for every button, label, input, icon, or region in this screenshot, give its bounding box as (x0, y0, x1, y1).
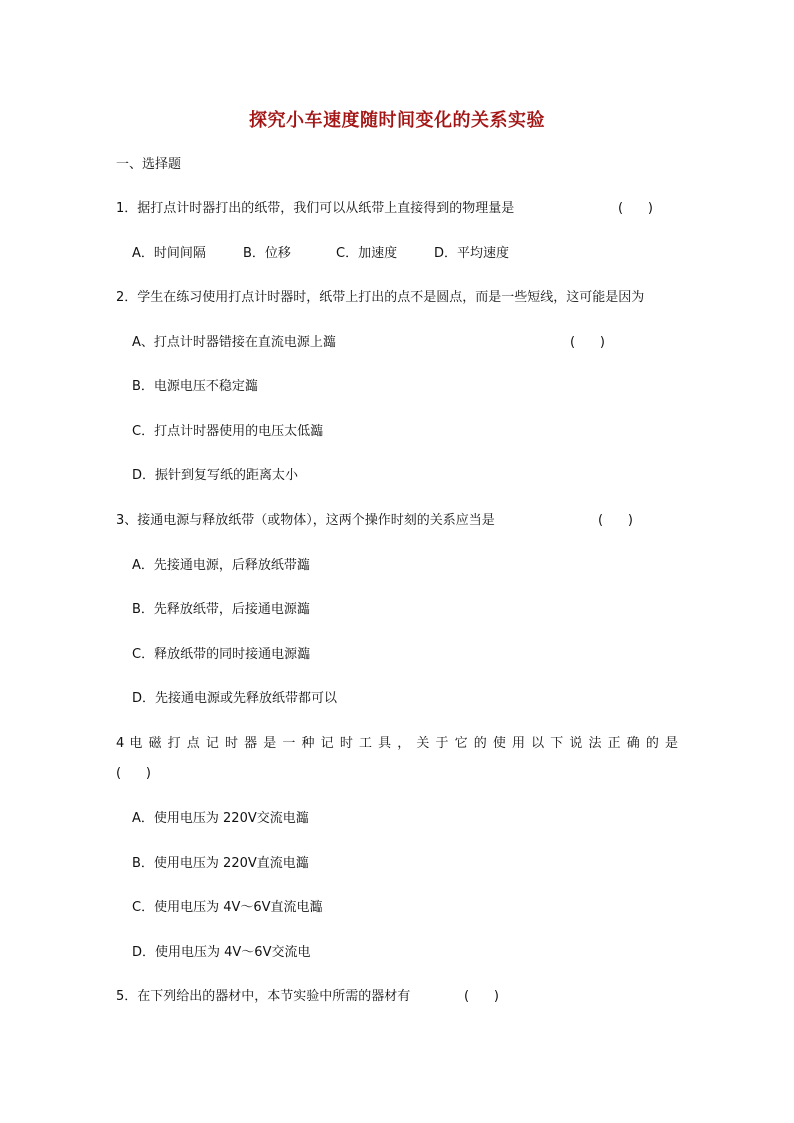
question-2-option-b: B．电源电压不稳定瀶 (132, 379, 258, 394)
question-1-answer-blank: ( ) (618, 201, 653, 216)
question-1-option-b: B．位移 (243, 246, 291, 261)
question-2-option-c: C．打点计时器使用的电压太低瀶 (132, 424, 324, 439)
question-1-stem: 1．据打点计时器打出的纸带，我们可以从纸带上直接得到的物理量是 (116, 201, 515, 216)
question-5-answer-blank: ( ) (464, 989, 499, 1004)
question-4-option-a: A．使用电压为 220V交流电瀶 (132, 811, 309, 826)
question-3-option-b: B．先释放纸带，后接通电源瀶 (132, 602, 310, 617)
question-1-option-a: A．时间间隔 (132, 246, 206, 261)
question-3-option-a: A．先接通电源，后释放纸带瀶 (132, 558, 310, 573)
question-4-stem: 4 电 磁 打 点 记 时 器 是 一 种 记 时 工 具 ， 关 于 它 的 使 用 以 下 说 法 正 确 的 是 (116, 736, 678, 751)
question-1-option-d: D．平均速度 (434, 246, 510, 261)
question-2-option-a: A、打点计时器错接在直流电源上瀶 (132, 335, 336, 350)
question-4-option-b: B．使用电压为 220V直流电瀶 (132, 856, 309, 871)
section-heading: 一、选择题 (116, 157, 182, 172)
document-title: 探究小车速度随时间变化的关系实验 (249, 110, 545, 131)
question-4-answer-blank: ( ) (116, 766, 151, 781)
question-4-option-d: D．使用电压为 4V～6V交流电 (132, 945, 311, 960)
question-4-option-c: C．使用电压为 4V～6V直流电瀶 (132, 900, 323, 915)
question-5-stem: 5．在下列给出的器材中，本节实验中所需的器材有 (116, 989, 411, 1004)
question-3-stem: 3、接通电源与释放纸带（或物体），这两个操作时刻的关系应当是 (116, 513, 495, 528)
question-3-option-c: C．释放纸带的同时接通电源瀶 (132, 647, 311, 662)
question-3-answer-blank: ( ) (598, 513, 633, 528)
question-1-option-c: C．加速度 (336, 246, 398, 261)
question-2-answer-blank: ( ) (570, 335, 605, 350)
question-3-option-d: D．先接通电源或先释放纸带都可以 (132, 691, 338, 706)
question-2-option-d: D．振针到复写纸的距离太小 (132, 468, 299, 483)
question-2-stem: 2．学生在练习使用打点计时器时，纸带上打出的点不是圆点，而是一些短线，这可能是因为 (116, 290, 645, 305)
